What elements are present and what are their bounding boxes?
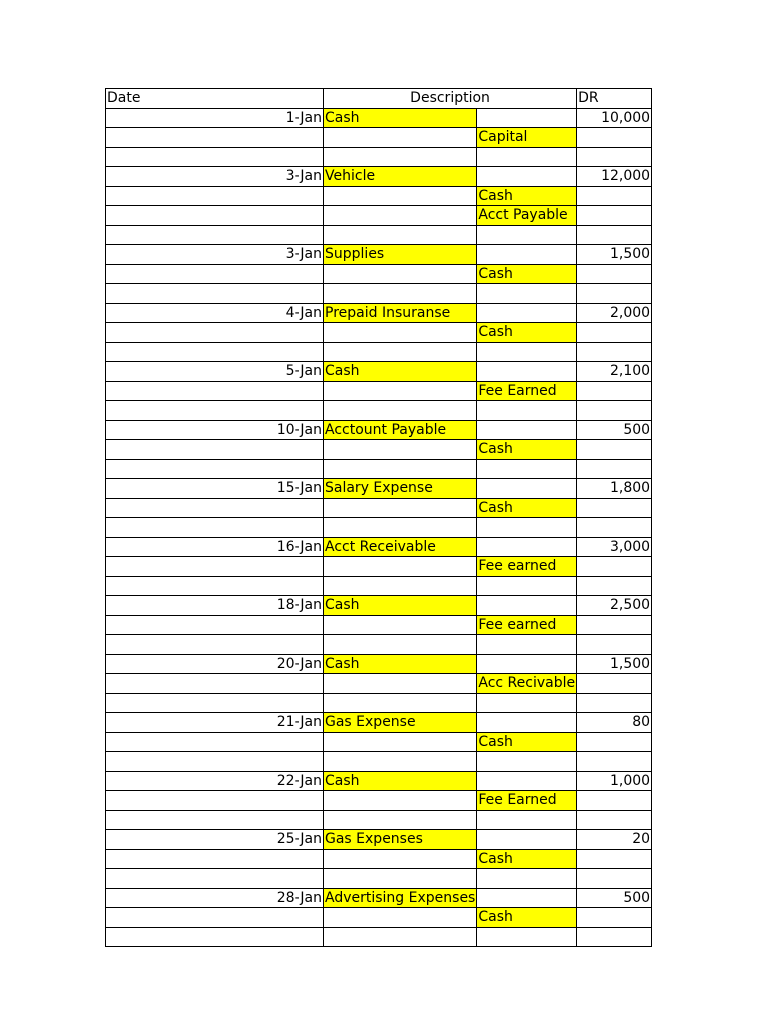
credit-account-cell[interactable]: Fee Earned — [477, 381, 577, 401]
date-cell[interactable]: 18-Jan — [106, 596, 324, 616]
table-row — [106, 674, 652, 694]
table-row — [106, 537, 652, 557]
dr-amount-cell[interactable] — [577, 927, 652, 947]
table-row — [106, 479, 652, 499]
table-row — [106, 264, 652, 284]
date-cell[interactable] — [106, 323, 324, 343]
date-cell[interactable] — [106, 791, 324, 811]
date-cell[interactable] — [106, 732, 324, 752]
dr-amount-cell[interactable] — [577, 225, 652, 245]
date-cell[interactable] — [106, 849, 324, 869]
debit-account-cell[interactable]: Gas Expense — [324, 713, 477, 733]
credit-account-cell[interactable]: Fee Earned — [477, 791, 577, 811]
table-row — [106, 810, 652, 830]
debit-account-cell[interactable] — [324, 264, 477, 284]
dr-amount-cell[interactable]: 10,000 — [577, 108, 652, 128]
table-row — [106, 752, 652, 772]
credit-account-cell[interactable] — [477, 713, 577, 733]
dr-amount-cell[interactable] — [577, 693, 652, 713]
date-cell[interactable]: 25-Jan — [106, 830, 324, 850]
credit-account-cell[interactable] — [477, 927, 577, 947]
credit-account-cell[interactable] — [477, 635, 577, 655]
debit-account-cell[interactable] — [324, 908, 477, 928]
date-cell[interactable]: 3-Jan — [106, 245, 324, 265]
debit-account-cell[interactable] — [324, 225, 477, 245]
dr-amount-cell[interactable] — [577, 732, 652, 752]
date-cell[interactable]: 3-Jan — [106, 167, 324, 187]
table-row — [106, 635, 652, 655]
date-cell[interactable] — [106, 284, 324, 304]
date-cell[interactable]: 10-Jan — [106, 420, 324, 440]
debit-account-cell[interactable] — [324, 791, 477, 811]
date-cell[interactable] — [106, 459, 324, 479]
dr-amount-cell[interactable]: 2,000 — [577, 303, 652, 323]
date-cell[interactable] — [106, 576, 324, 596]
credit-account-cell[interactable] — [477, 752, 577, 772]
credit-account-cell[interactable] — [477, 284, 577, 304]
credit-account-cell[interactable] — [477, 108, 577, 128]
debit-account-cell[interactable]: Cash — [324, 596, 477, 616]
table-row — [106, 615, 652, 635]
credit-account-cell[interactable] — [477, 459, 577, 479]
table-row — [106, 927, 652, 947]
table-row — [106, 498, 652, 518]
dr-amount-cell[interactable] — [577, 381, 652, 401]
credit-account-cell[interactable] — [477, 869, 577, 889]
dr-amount-cell[interactable] — [577, 518, 652, 538]
debit-account-cell[interactable] — [324, 869, 477, 889]
debit-account-cell[interactable]: Advertising Expenses — [325, 889, 476, 906]
header-row — [106, 89, 652, 109]
credit-account-cell[interactable] — [477, 479, 577, 499]
debit-account-cell[interactable] — [324, 323, 477, 343]
dr-amount-cell[interactable]: 1,000 — [577, 771, 652, 791]
debit-account-cell[interactable] — [324, 381, 477, 401]
dr-amount-cell[interactable]: 3,000 — [577, 537, 652, 557]
credit-account-cell[interactable]: Acct Payable — [477, 206, 577, 226]
credit-account-cell[interactable]: Acc Recivable — [478, 675, 576, 692]
dr-amount-cell[interactable]: 1,500 — [577, 654, 652, 674]
credit-account-cell[interactable] — [477, 362, 577, 382]
credit-account-cell[interactable]: Capital — [477, 128, 577, 148]
dr-amount-cell[interactable] — [577, 849, 652, 869]
date-cell[interactable]: 28-Jan — [106, 888, 324, 908]
table-row — [106, 108, 652, 128]
debit-account-cell[interactable] — [324, 849, 477, 869]
credit-account-cell[interactable] — [477, 576, 577, 596]
table-row — [106, 459, 652, 479]
debit-account-cell[interactable]: Cash — [324, 771, 477, 791]
table-row — [106, 362, 652, 382]
table-row — [106, 557, 652, 577]
debit-account-cell[interactable]: Vehicle — [324, 167, 477, 187]
dr-amount-cell[interactable] — [577, 557, 652, 577]
debit-account-cell[interactable]: Cash — [324, 362, 477, 382]
dr-amount-cell[interactable] — [577, 791, 652, 811]
date-cell[interactable] — [106, 440, 324, 460]
table-row — [106, 420, 652, 440]
table-row — [106, 596, 652, 616]
credit-account-cell[interactable] — [477, 167, 577, 187]
dr-amount-cell[interactable]: 1,500 — [577, 245, 652, 265]
date-cell[interactable]: 16-Jan — [106, 537, 324, 557]
debit-account-cell[interactable] — [324, 576, 477, 596]
dr-amount-cell[interactable]: 500 — [577, 888, 652, 908]
dr-amount-cell[interactable] — [577, 752, 652, 772]
debit-account-cell[interactable]: Cash — [324, 108, 477, 128]
dr-amount-cell[interactable]: 80 — [577, 713, 652, 733]
debit-account-cell[interactable]: Salary Expense — [324, 479, 477, 499]
table-row — [106, 908, 652, 928]
table-row — [106, 128, 652, 148]
date-cell[interactable] — [106, 401, 324, 421]
credit-account-cell[interactable] — [477, 771, 577, 791]
table-row — [106, 206, 652, 226]
dr-amount-cell[interactable] — [577, 401, 652, 421]
debit-account-cell[interactable] — [324, 186, 477, 206]
header-description[interactable]: Description — [324, 89, 577, 109]
date-cell[interactable] — [106, 381, 324, 401]
table-row — [106, 693, 652, 713]
table-row — [106, 576, 652, 596]
credit-account-cell[interactable]: Cash — [477, 908, 577, 928]
credit-account-cell[interactable] — [477, 245, 577, 265]
table-row — [106, 167, 652, 187]
debit-account-cell[interactable] — [324, 401, 477, 421]
date-cell[interactable] — [106, 264, 324, 284]
credit-account-cell[interactable]: Cash — [477, 849, 577, 869]
date-cell[interactable] — [106, 927, 324, 947]
date-cell[interactable] — [106, 225, 324, 245]
dr-amount-cell[interactable]: 500 — [577, 420, 652, 440]
date-cell[interactable] — [106, 615, 324, 635]
credit-account-cell[interactable] — [477, 147, 577, 167]
credit-account-cell[interactable] — [477, 888, 577, 908]
debit-account-cell[interactable] — [324, 440, 477, 460]
date-cell[interactable] — [106, 635, 324, 655]
table-row — [106, 830, 652, 850]
table-row — [106, 342, 652, 362]
table-row — [106, 888, 652, 908]
credit-account-cell[interactable] — [477, 596, 577, 616]
credit-account-cell[interactable]: Cash — [477, 440, 577, 460]
dr-amount-cell[interactable] — [577, 206, 652, 226]
date-cell[interactable]: 4-Jan — [106, 303, 324, 323]
date-cell[interactable] — [106, 147, 324, 167]
credit-account-cell[interactable] — [477, 303, 577, 323]
dr-amount-cell[interactable] — [577, 810, 652, 830]
date-cell[interactable]: 22-Jan — [106, 771, 324, 791]
table-row — [106, 518, 652, 538]
credit-account-cell[interactable] — [477, 518, 577, 538]
debit-account-cell[interactable] — [324, 927, 477, 947]
table-row — [106, 713, 652, 733]
dr-amount-cell[interactable]: 20 — [577, 830, 652, 850]
date-cell[interactable] — [106, 518, 324, 538]
debit-account-cell[interactable] — [324, 635, 477, 655]
credit-account-cell[interactable] — [477, 537, 577, 557]
date-cell[interactable] — [106, 674, 324, 694]
credit-account-cell[interactable] — [477, 693, 577, 713]
header-date[interactable]: Date — [106, 89, 324, 109]
date-cell[interactable] — [106, 498, 324, 518]
debit-account-cell[interactable] — [324, 147, 477, 167]
credit-account-cell[interactable] — [477, 342, 577, 362]
dr-amount-cell[interactable] — [577, 908, 652, 928]
credit-account-cell[interactable]: Fee earned — [477, 557, 577, 577]
date-cell[interactable]: 5-Jan — [106, 362, 324, 382]
dr-amount-cell[interactable]: 2,500 — [577, 596, 652, 616]
table-row — [106, 771, 652, 791]
dr-amount-cell[interactable] — [577, 128, 652, 148]
date-cell[interactable] — [106, 869, 324, 889]
dr-amount-cell[interactable]: 1,800 — [577, 479, 652, 499]
debit-account-cell[interactable] — [324, 284, 477, 304]
credit-account-cell[interactable]: Cash — [477, 264, 577, 284]
debit-account-cell[interactable] — [324, 752, 477, 772]
debit-account-cell[interactable]: Cash — [324, 654, 477, 674]
dr-amount-cell[interactable] — [577, 342, 652, 362]
date-cell[interactable] — [106, 206, 324, 226]
credit-account-cell[interactable] — [477, 401, 577, 421]
table-row — [106, 869, 652, 889]
date-cell[interactable]: 1-Jan — [106, 108, 324, 128]
table-row — [106, 849, 652, 869]
table-row — [106, 791, 652, 811]
date-cell[interactable] — [106, 693, 324, 713]
debit-account-cell[interactable] — [324, 810, 477, 830]
table-row — [106, 440, 652, 460]
debit-account-cell[interactable]: Supplies — [324, 245, 477, 265]
dr-amount-cell[interactable] — [577, 323, 652, 343]
table-row — [106, 284, 652, 304]
dr-amount-cell[interactable] — [577, 869, 652, 889]
debit-account-cell[interactable]: Prepaid Insuranse — [324, 303, 477, 323]
date-cell[interactable]: 15-Jan — [106, 479, 324, 499]
table-row — [106, 381, 652, 401]
credit-account-cell[interactable]: Cash — [477, 186, 577, 206]
debit-account-cell[interactable]: Acct Receivable — [324, 537, 477, 557]
dr-amount-cell[interactable] — [577, 576, 652, 596]
debit-account-cell[interactable]: Acctount Payable — [324, 420, 477, 440]
credit-account-cell[interactable]: Cash — [477, 323, 577, 343]
debit-account-cell[interactable] — [324, 518, 477, 538]
date-cell[interactable]: 20-Jan — [106, 654, 324, 674]
dr-amount-cell[interactable]: 2,100 — [577, 362, 652, 382]
credit-account-cell[interactable] — [477, 225, 577, 245]
dr-amount-cell[interactable] — [577, 284, 652, 304]
debit-account-cell[interactable] — [324, 459, 477, 479]
debit-account-cell[interactable] — [324, 342, 477, 362]
dr-amount-cell[interactable] — [577, 147, 652, 167]
credit-account-cell[interactable]: Cash — [477, 732, 577, 752]
date-cell[interactable] — [106, 810, 324, 830]
credit-account-cell[interactable]: Cash — [477, 498, 577, 518]
table-row — [106, 401, 652, 421]
credit-account-cell[interactable] — [477, 810, 577, 830]
dr-amount-cell[interactable] — [577, 498, 652, 518]
date-cell[interactable] — [106, 186, 324, 206]
dr-amount-cell[interactable] — [577, 615, 652, 635]
credit-account-cell[interactable] — [477, 830, 577, 850]
dr-amount-cell[interactable]: 12,000 — [577, 167, 652, 187]
date-cell[interactable] — [106, 342, 324, 362]
dr-amount-cell[interactable] — [577, 440, 652, 460]
dr-amount-cell[interactable] — [577, 674, 652, 694]
debit-account-cell[interactable] — [324, 498, 477, 518]
debit-account-cell[interactable] — [324, 128, 477, 148]
table-row — [106, 732, 652, 752]
debit-account-cell[interactable] — [324, 557, 477, 577]
header-dr[interactable]: DR — [577, 89, 652, 109]
debit-account-cell[interactable] — [324, 615, 477, 635]
date-cell[interactable] — [106, 557, 324, 577]
journal-table — [105, 88, 652, 947]
journal-body — [106, 89, 652, 947]
dr-amount-cell[interactable] — [577, 635, 652, 655]
dr-amount-cell[interactable] — [577, 264, 652, 284]
table-row — [106, 245, 652, 265]
credit-account-cell[interactable] — [477, 420, 577, 440]
date-cell[interactable]: 21-Jan — [106, 713, 324, 733]
table-row — [106, 654, 652, 674]
credit-account-cell[interactable]: Fee earned — [477, 615, 577, 635]
dr-amount-cell[interactable] — [577, 186, 652, 206]
date-cell[interactable] — [106, 128, 324, 148]
credit-account-cell[interactable] — [477, 654, 577, 674]
table-row — [106, 225, 652, 245]
debit-account-cell[interactable] — [324, 206, 477, 226]
debit-account-cell[interactable] — [324, 674, 477, 694]
table-row — [106, 323, 652, 343]
date-cell[interactable] — [106, 908, 324, 928]
debit-account-cell[interactable] — [324, 693, 477, 713]
table-row — [106, 147, 652, 167]
debit-account-cell[interactable] — [324, 732, 477, 752]
debit-account-cell[interactable]: Gas Expenses — [324, 830, 477, 850]
dr-amount-cell[interactable] — [577, 459, 652, 479]
table-row — [106, 303, 652, 323]
table-row — [106, 186, 652, 206]
date-cell[interactable] — [106, 752, 324, 772]
